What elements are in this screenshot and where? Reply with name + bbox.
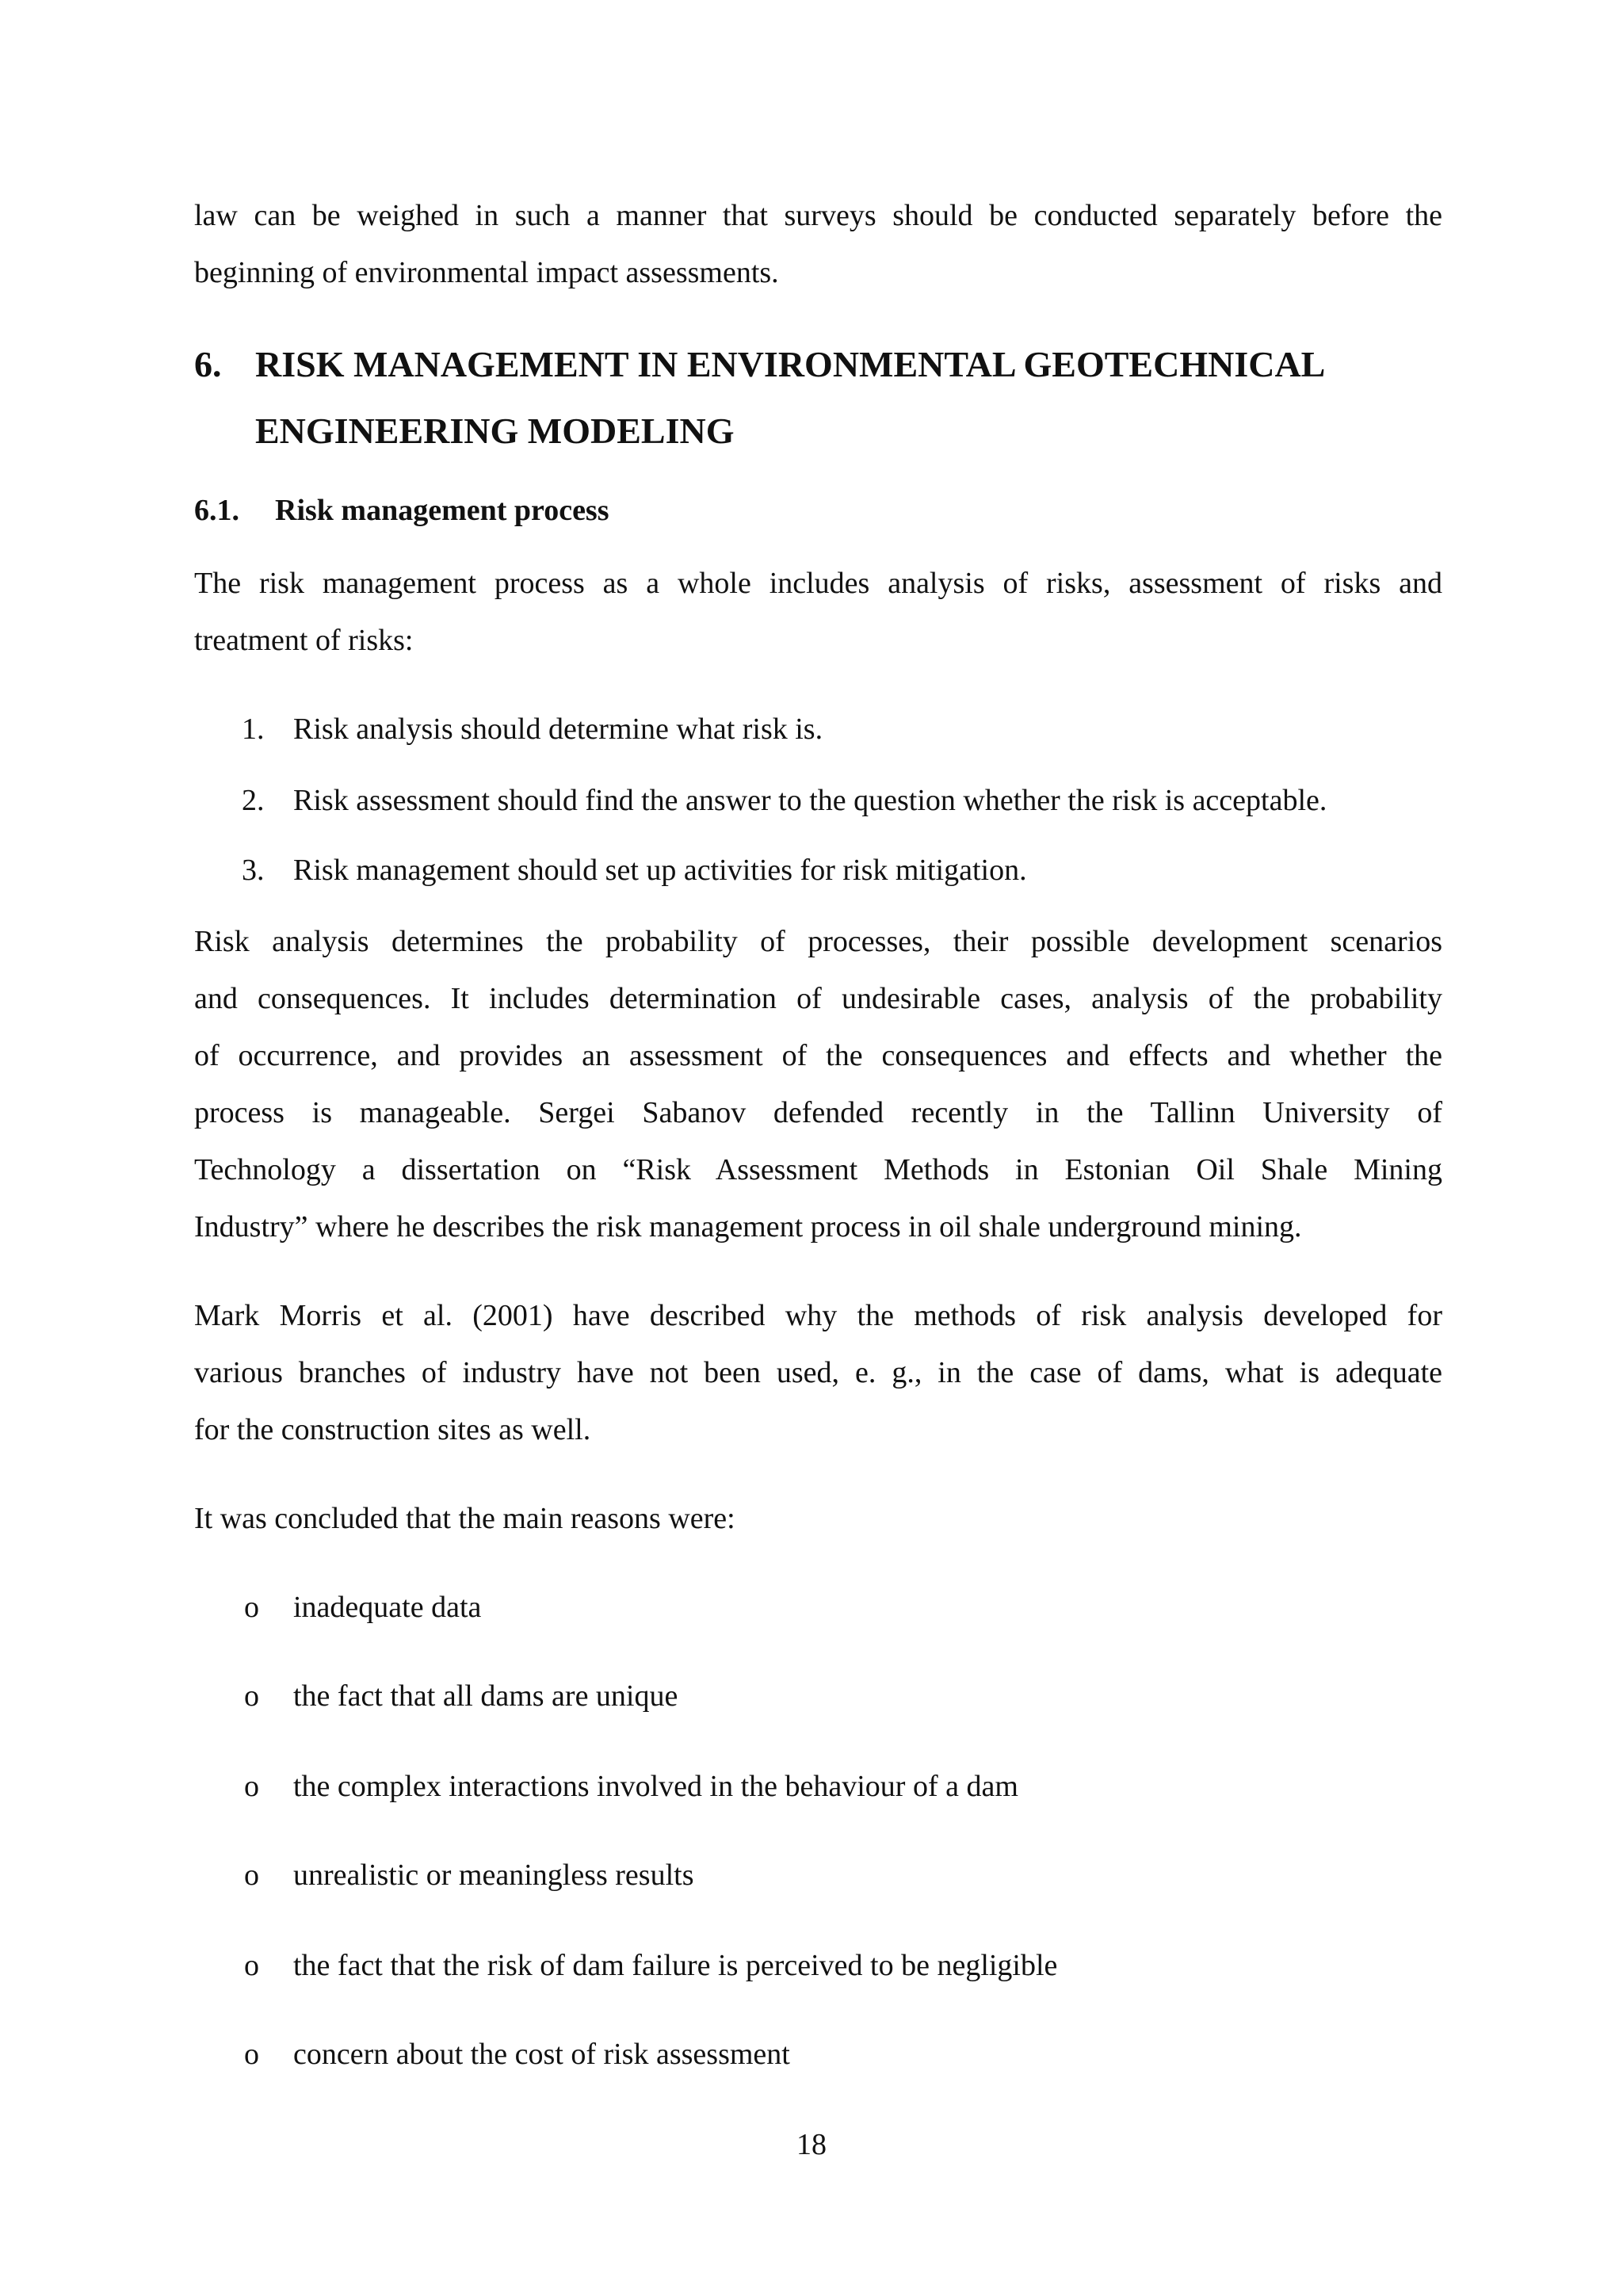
list-item: the fact that all dams are unique — [293, 1679, 678, 1713]
list-item: Risk analysis should determine what risk is. — [293, 712, 823, 746]
section-title-line: RISK MANAGEMENT IN ENVIRONMENTAL GEOTECHNICAL — [255, 344, 1326, 384]
paragraph-line: Risk analysis determines the probability of processes, their possible development scenarios — [194, 925, 1442, 958]
section-title-line: ENGINEERING MODELING — [255, 411, 735, 451]
bullet-marker: o — [244, 1949, 259, 1982]
subsection-number: 6.1. — [194, 494, 239, 527]
list-item: the complex interactions involved in the behaviour of a dam — [293, 1770, 1018, 1803]
bullet-marker: o — [244, 1770, 259, 1803]
paragraph-line: for the construction sites as well. — [194, 1413, 591, 1446]
paragraph-line: It was concluded that the main reasons were: — [194, 1502, 735, 1535]
section-number: 6. — [194, 344, 222, 384]
bullet-marker: o — [244, 1859, 259, 1892]
list-number: 1. — [242, 712, 265, 746]
paragraph-line: Mark Morris et al. (2001) have described why the methods of risk analysis developed for — [194, 1299, 1442, 1332]
list-item: concern about the cost of risk assessment — [293, 2038, 790, 2071]
paragraph-line: The risk management process as a whole includes analysis of risks, assessment of risks and — [194, 567, 1442, 600]
list-item: Risk management should set up activities for risk mitigation. — [293, 854, 1027, 887]
list-item: the fact that the risk of dam failure is perceived to be negligible — [293, 1949, 1058, 1982]
list-number: 3. — [242, 854, 265, 887]
bullet-marker: o — [244, 1591, 259, 1624]
subsection-title: Risk management process — [275, 494, 609, 527]
intro-line: law can be weighed in such a manner that surveys should be conducted separately before the — [194, 199, 1442, 232]
paragraph-line: treatment of risks: — [194, 624, 414, 657]
list-item: Risk assessment should find the answer to the question whether the risk is acceptable. — [293, 784, 1327, 817]
intro-line: beginning of environmental impact assessments. — [194, 256, 779, 289]
bullet-marker: o — [244, 2038, 259, 2071]
paragraph-line: of occurrence, and provides an assessment of the consequences and effects and whether the — [194, 1039, 1442, 1072]
list-number: 2. — [242, 784, 265, 817]
paragraph-line: Technology a dissertation on “Risk Assessment Methods in Estonian Oil Shale Mining — [194, 1153, 1442, 1186]
list-item: unrealistic or meaningless results — [293, 1859, 694, 1892]
bullet-marker: o — [244, 1679, 259, 1713]
list-item: inadequate data — [293, 1591, 482, 1624]
paragraph-line: various branches of industry have not been used, e. g., in the case of dams, what is adequate — [194, 1356, 1442, 1389]
page-number: 18 — [796, 2128, 827, 2161]
paragraph-line: and consequences. It includes determination of undesirable cases, analysis of the probability — [194, 982, 1442, 1015]
paragraph-line: Industry” where he describes the risk management process in oil shale underground mining. — [194, 1210, 1302, 1244]
paragraph-line: process is manageable. Sergei Sabanov defended recently in the Tallinn University of — [194, 1096, 1442, 1129]
